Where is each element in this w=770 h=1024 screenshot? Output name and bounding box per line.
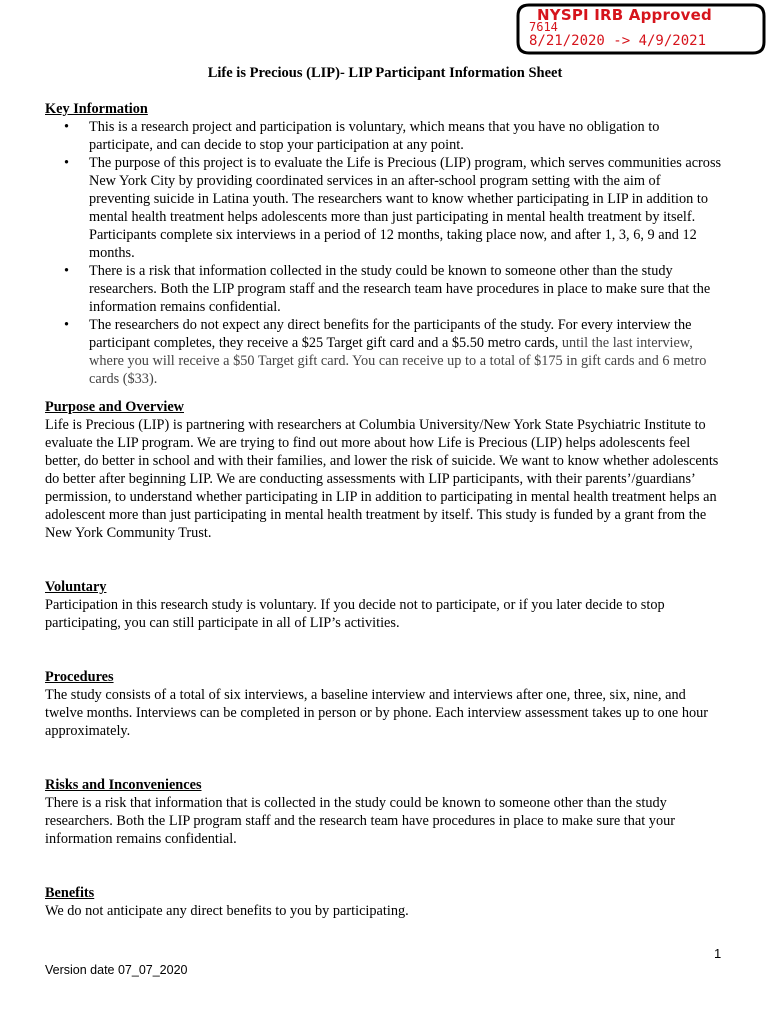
procedures-body: The study consists of a total of six interviews, a baseline interview and interviews after one, three, six, nine, and twelve months. Interviews can be completed in person or by phone. Each interview assessment takes up to one hour approximately. [45, 687, 709, 739]
list-item: • The purpose of this project is to evaluate the Life is Precious (LIP) program, which serves communities across New York City by providing coordinated services in an after-school program setting with the aim of preventing suicide in Latina youth. The researchers want to know whether participating in LIP in addition to mental health treatment helps adolescents more than just participating in mental health treatment by itself. Participants complete six interviews in a period of 12 months, taking place now, and after 1, 3, 6, 9 and 12 months. [89, 154, 725, 262]
benefits-heading: Benefits [45, 885, 95, 901]
voluntary-body: Participation in this research study is voluntary. If you decide not to participate, or if you later decide to stop participating, you can still participate in all of LIP’s activities. [45, 597, 665, 631]
document-title: Life is Precious (LIP)- LIP Participant Information Sheet [207, 65, 563, 81]
list-item: • The researchers do not expect any direct benefits for the participants of the study. For every interview the participant completes, they receive a $25 Target gift card and a $5.50 metro cards, until the last interview, where you will receive a $50 Target gift card. You can receive up to a total of $175 in gift cards and 6 metro cards ($33). [89, 316, 725, 388]
key-information-list [45, 118, 725, 388]
stamp-title: NYSPI IRB Approved [537, 6, 712, 24]
irb-approval-stamp [515, 2, 767, 56]
benefits-body: We do not anticipate any direct benefits to you by participating. [45, 903, 409, 919]
risks-section [45, 776, 725, 848]
key-information-section [45, 100, 725, 388]
purpose-section [45, 398, 725, 542]
list-item: • There is a risk that information collected in the study could be known to someone other than the study researchers. Both the LIP program staff and the research team have procedures in place to make sure that the information remains confidential. [89, 262, 725, 316]
document-body [45, 100, 725, 920]
voluntary-section [45, 578, 725, 632]
procedures-heading: Procedures [45, 669, 114, 685]
risks-body: There is a risk that information that is collected in the study could be known to someone other than the study researchers. Both the LIP program staff and the research team have procedures in place to make sure that your information remains confidential. [45, 795, 675, 847]
procedures-section [45, 668, 725, 740]
key-information-heading: Key Information [45, 101, 148, 117]
voluntary-heading: Voluntary [45, 579, 107, 595]
risks-heading: Risks and Inconveniences [45, 777, 202, 793]
list-item: • This is a research project and participation is voluntary, which means that you have no obligation to participate, and can decide to stop your participation at any point. [89, 118, 725, 154]
stamp-approval-dates: 8/21/2020 -> 4/9/2021 [529, 33, 707, 49]
version-date: Version date 07_07_2020 [45, 963, 188, 977]
page-number: 1 [714, 946, 722, 961]
purpose-body: Life is Precious (LIP) is partnering with researchers at Columbia University/New York State Psychiatric Institute to evaluate the LIP program. We are trying to find out more about how Life is Precious (LIP) helps adolescents feel better, do better in school and with their families, and lower the risk of suicide. We want to know whether adolescents do better after beginning LIP. We are conducting assessments with LIP participants, with their parents’/guardians’ permission, to understand whether participating in LIP in addition to participating in mental health treatment helps an adolescent more than just participating in mental health treatment by itself. This study is funded by a grant from the New York Community Trust. [45, 417, 719, 541]
benefits-section [45, 884, 725, 920]
purpose-heading: Purpose and Overview [45, 399, 184, 415]
stamp-protocol-number: 7614 [529, 20, 558, 34]
